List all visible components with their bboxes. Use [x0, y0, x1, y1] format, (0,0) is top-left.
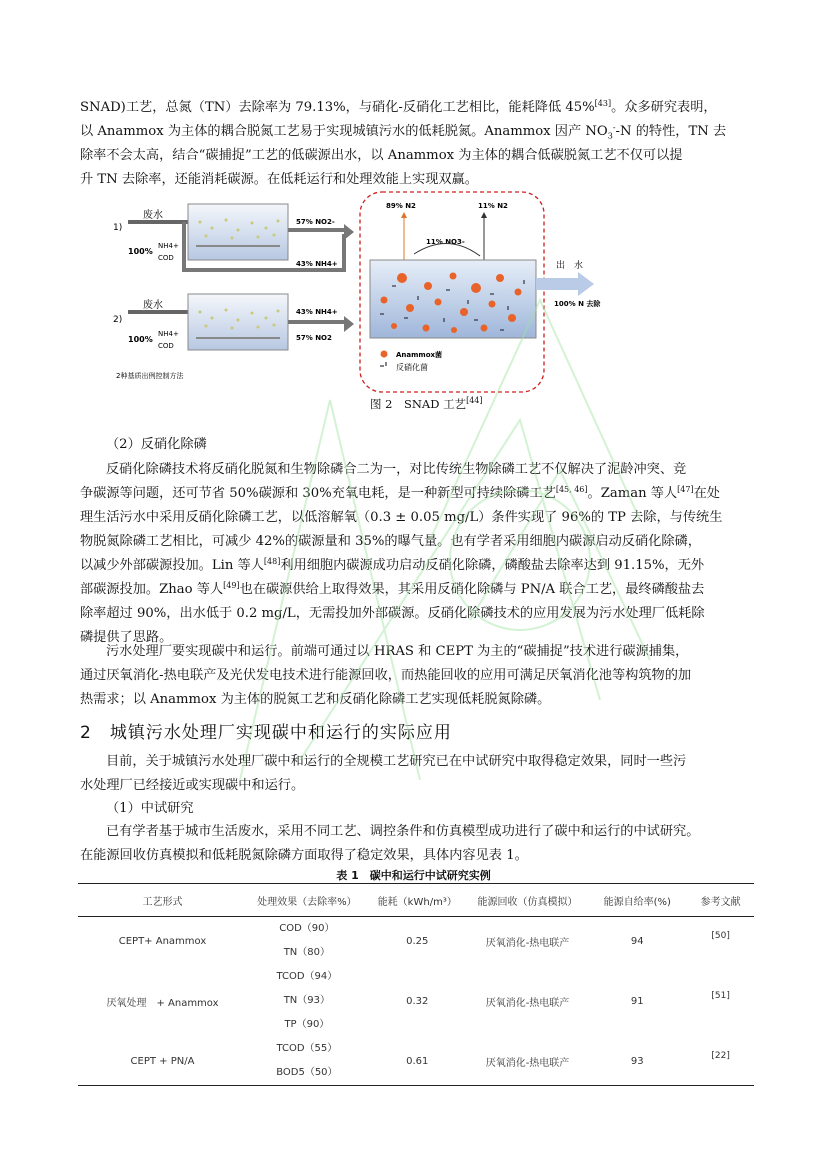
- text: -N 的特性，TN 去: [615, 124, 727, 139]
- n-removal-label: 100% N 去除: [554, 300, 601, 308]
- table-header-row: [78, 884, 754, 917]
- legend-denit-label: 反硝化菌: [396, 363, 428, 372]
- effect-value: TP（90）: [284, 1019, 330, 1030]
- citation: [44]: [466, 396, 483, 405]
- row2-number: 2): [113, 315, 123, 325]
- header-effect: 处理效果（去除率%）: [247, 884, 367, 917]
- text-line: 物脱氮除磷工艺相比，可减少 42%的碳源量和 35%的曝气量。也有学者采用细胞内碳源启动反硝化除磷，: [80, 534, 701, 549]
- effect-value: TN（80）: [283, 947, 331, 958]
- figure-caption: [370, 396, 483, 412]
- text-line: 除率不会太高，结合“碳捕捉”工艺的低碳源出水，以 Anammox 为主体的耦合低碳脱氮工艺不仅可以提: [80, 148, 683, 163]
- cell-energy: 0.25: [406, 935, 429, 947]
- text-line: 反硝化除磷技术将反硝化脱氮和生物除磷合二为一，对比传统生物除磷工艺不仅解决了泥龄冲突、竞: [106, 462, 687, 477]
- effect-value: TN（93）: [283, 995, 331, 1006]
- control-method-note: 2种基质出例控制方法: [116, 372, 184, 380]
- legend-anammox-label: Anammox菌: [396, 351, 443, 359]
- row2-feed-label: 废水: [143, 300, 163, 311]
- text: 在处: [693, 486, 720, 501]
- citation: [49]: [223, 581, 240, 590]
- reference-text: [50]: [711, 930, 730, 941]
- header-energy: 能耗（kWh/m³）: [367, 884, 468, 917]
- header-self-sufficiency: 能源自给率(%): [587, 884, 687, 917]
- row1-feed-pct: 100%: [128, 247, 153, 256]
- text: 也在碳源供给上取得效果，其采用反硝化除磷与 PN/A 联合工艺，最终磷酸盐去: [239, 582, 705, 597]
- row1-cod: COD: [158, 254, 174, 262]
- caption-text: 图 2 SNAD 工艺: [370, 397, 467, 411]
- text-line: 热需求；以 Anammox 为主体的脱氮工艺和反硝化除磷工艺实现低耗脱氮除磷。: [80, 692, 551, 707]
- text-line: 升 TN 去除率，还能消耗碳源。在低耗运行和处理效能上实现双赢。: [80, 172, 478, 187]
- cell-recovery: 厌氧消化-热电联产: [485, 937, 570, 949]
- subscript: 3: [607, 131, 613, 141]
- effect-value: BOD5（50）: [276, 1067, 338, 1078]
- text-line: 已有学者基于城市生活废水，采用不同工艺、调控条件和仿真模型成功进行了碳中和运行的中试研究。: [106, 824, 700, 839]
- row1-tank: [188, 204, 288, 260]
- text: 部碳源投加。Zhao 等人: [80, 582, 224, 597]
- subheading-pilot-study: （1）中试研究: [106, 801, 194, 816]
- text: 利用细胞内碳源成功启动反硝化除磷，磷酸盐去除率达到 91.15%，无外: [280, 558, 705, 573]
- paragraph-snad: [80, 96, 750, 192]
- figure-snad-process: [108, 190, 601, 400]
- text: 以 Anammox 为主体的耦合脱氮工艺易于实现城镇污水的低耗脱氮。Anammox 因产 NO: [80, 124, 608, 139]
- text-line: 目前，关于城镇污水处理厂碳中和运行的全规模工艺研究已在中试研究中取得稳定效果，同时一些污: [106, 754, 687, 769]
- text-line: 理生活污水中采用反硝化除磷工艺，以低溶解氧（0.3 ± 0.05 mg/L）条件实现了 96%的 TP 去除，与传统生: [80, 510, 723, 525]
- row2-cod: COD: [158, 342, 174, 350]
- n2-arrowhead-b: [481, 212, 487, 218]
- cell-energy: 0.61: [367, 1037, 468, 1086]
- reference-text: [51]: [711, 990, 730, 1001]
- n2-label-a: 89% N2: [386, 202, 416, 210]
- section-title: 城镇污水处理厂实现碳中和运行的实际应用: [109, 723, 452, 743]
- header-reference: 参考文献: [687, 884, 754, 917]
- row1-arrowhead: [344, 224, 354, 240]
- cell-reference: [687, 1037, 754, 1086]
- text-line: 在能源回收仿真模拟和低耗脱氮除磷方面取得了稳定效果，具体内容见表 1。: [80, 848, 528, 863]
- paragraph-denitrifying-phosphorus: [80, 458, 750, 650]
- row1-number: 1): [113, 223, 123, 233]
- superscript: -: [612, 123, 616, 132]
- citation: [43]: [594, 99, 612, 108]
- row2-out-bottom: 57% NO2: [296, 334, 332, 342]
- section-heading: [80, 718, 452, 743]
- row1-feed-label: 废水: [143, 210, 163, 221]
- text-line: 除率超过 90%，出水低于 0.2 mg/L，无需投加外部碳源。反硝化除磷技术的应用发展为污水处理厂低耗除: [80, 606, 705, 621]
- legend-denit-marker: [380, 362, 386, 366]
- paragraph-summary: [80, 640, 750, 712]
- row1-out-top: 57% NO2-: [296, 218, 335, 226]
- cell-reference: [687, 965, 754, 1037]
- text: 。Zaman 等人: [587, 486, 678, 501]
- paragraph-intro: [80, 750, 750, 798]
- text: 。众多研究表明，: [611, 100, 717, 115]
- cell-process: CEPT + PN/A: [78, 1037, 247, 1086]
- header-recovery: 能源回收（仿真模拟）: [468, 884, 588, 917]
- citation: [47]: [677, 485, 694, 494]
- citation: [48]: [263, 557, 281, 566]
- text-line: 磷提供了思路。: [80, 630, 173, 645]
- section-number: 2: [80, 723, 92, 743]
- table-row: [78, 965, 754, 1037]
- cell-reference: [687, 917, 754, 966]
- header-process: 工艺形式: [78, 884, 247, 917]
- row2-arrowhead: [344, 316, 354, 332]
- row2-tank: [188, 294, 288, 350]
- table-caption: 表 1 碳中和运行中试研究实例: [336, 869, 491, 882]
- subheading-denitrifying-phosphorus-removal: （2）反硝化除磷: [106, 437, 207, 452]
- text: SNAD)工艺，总氮（TN）去除率为 79.13%，与硝化-反硝化工艺相比，能耗降低 45%: [80, 100, 595, 115]
- effluent-label: 出 水: [556, 261, 584, 271]
- table-row: [78, 1037, 754, 1086]
- cell-recovery: 厌氧消化-热电联产: [468, 1037, 588, 1086]
- cell-effects: [247, 1037, 367, 1086]
- citation: [45, 46]: [555, 485, 588, 494]
- cell-process: CEPT+ Anammox: [118, 935, 207, 947]
- cell-energy: 0.32: [406, 995, 429, 1007]
- legend-anammox-marker: [381, 351, 388, 358]
- n2-arrowhead-a: [401, 212, 407, 218]
- reference-text: [22]: [711, 1050, 730, 1061]
- effect-value: COD（90）: [279, 923, 335, 934]
- cell-effects: [247, 917, 367, 966]
- no3-label: 11% NO3-: [426, 238, 465, 246]
- text-line: 污水处理厂要实现碳中和运行。前端可通过以 HRAS 和 CEPT 为主的“碳捕捉”技术进行碳源捕集，: [106, 644, 689, 659]
- text: 争碳源等问题，还可节省 50%碳源和 30%充氧电耗，是一种新型可持续除磷工艺: [80, 486, 556, 501]
- paragraph-pilot: [80, 820, 750, 868]
- text-line: 通过厌氧消化-热电联产及光伏发电技术进行能源回收，而热能回收的应用可满足厌氧消化池等构筑物的加: [80, 668, 692, 683]
- cell-effects: [247, 965, 367, 1037]
- row2-out-top: 43% NH4+: [296, 308, 338, 316]
- cell-self-sufficiency: 91: [630, 995, 644, 1007]
- text-line: 水处理厂已经接近或实现碳中和运行。: [80, 778, 305, 793]
- effect-value: TCOD（94）: [276, 971, 338, 982]
- cell-self-sufficiency: 94: [630, 935, 644, 947]
- text: 以减少外部碳源投加。Lin 等人: [80, 558, 264, 573]
- effluent-arrow: [536, 272, 594, 296]
- effect-value: TCOD（55）: [276, 1043, 338, 1054]
- cell-self-sufficiency: 93: [587, 1037, 687, 1086]
- cell-recovery: 厌氧消化-热电联产: [485, 997, 570, 1009]
- cell-process: 厌氧处理 + Anammox: [106, 997, 219, 1009]
- row2-nh4: NH4+: [158, 330, 179, 338]
- row1-nh4: NH4+: [158, 242, 179, 250]
- row2-feed-pct: 100%: [128, 335, 153, 344]
- n2-label-b: 11% N2: [478, 202, 508, 210]
- table-row: [78, 917, 754, 966]
- row1-out-bottom: 43% NH4+: [296, 260, 338, 268]
- pilot-study-table: [78, 883, 754, 1086]
